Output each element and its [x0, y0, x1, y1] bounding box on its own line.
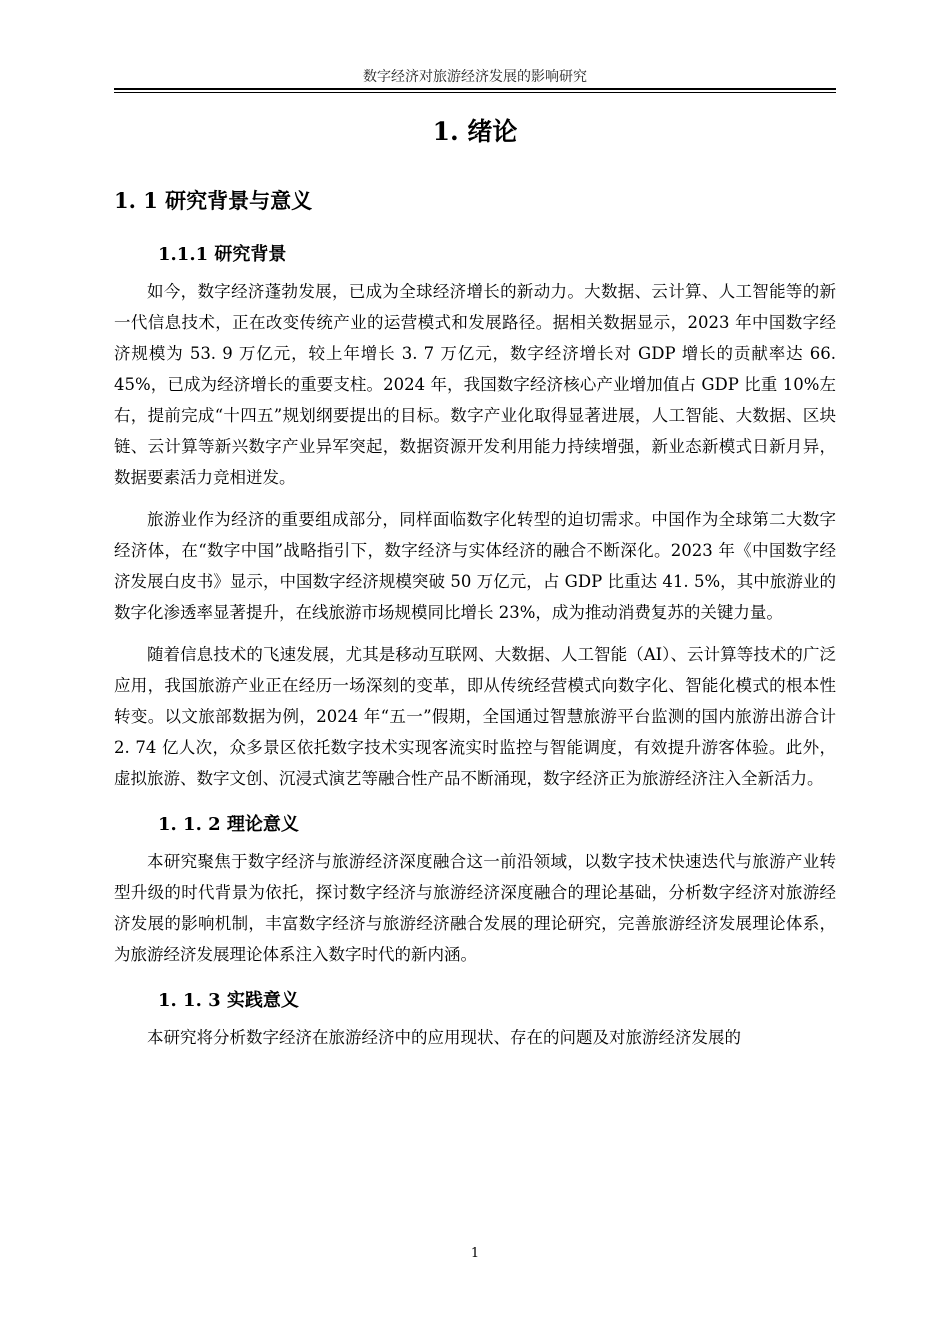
header-rule-thick: [114, 88, 836, 90]
paragraph-theoretical-significance: 本研究聚焦于数字经济与旅游经济深度融合这一前沿领域，以数字技术快速迭代与旅游产业转型升级的时代背景为依托，探讨数字经济与旅游经济深度融合的理论基础，分析数字经济对旅游经济发展的影响机制，丰富数字经济与旅游经济融合发展的理论研究，完善旅游经济发展理论体系，为旅游经济发展理论体系注入数字时代的新内涵。: [114, 852, 836, 964]
paragraph-background-1: 如今，数字经济蓬勃发展，已成为全球经济增长的新动力。大数据、云计算、人工智能等的新一代信息技术，正在改变传统产业的运营模式和发展路径。据相关数据显示，2023 年中国数字经济规模为 53. 9 万亿元，较上年增长 3. 7 万亿元，数字经济增长对 GDP 增长的贡献率达 66. 45%，已成为经济增长的重要支柱。2024 年，我国数字经济核心产业增加值占 GDP 比重 10%左右，提前完成“十四五”规划纲要提出的目标。数字产业化取得显著进展，人工智能、大数据、区块链、云计算等新兴数字产业异军突起，数据资源开发利用能力持续增强，新业态新模式日新月异，数据要素活力竞相迸发。: [114, 282, 836, 487]
chapter-title: 1. 绪论: [432, 117, 518, 146]
subsection-heading-1-1-1: 1.1.1 研究背景: [158, 244, 287, 265]
page-number: 1: [470, 1246, 480, 1261]
subsection-heading-1-1-2: 1. 1. 2 理论意义: [158, 814, 299, 835]
subsection-heading-1-1-3: 1. 1. 3 实践意义: [158, 990, 299, 1011]
running-header: 数字经济对旅游经济发展的影响研究: [363, 69, 587, 85]
paragraph-background-3: 随着信息技术的飞速发展，尤其是移动互联网、大数据、人工智能（AI）、云计算等技术的广泛应用，我国旅游产业正在经历一场深刻的变革，即从传统经营模式向数字化、智能化模式的根本性转变。以文旅部数据为例，2024 年“五一”假期，全国通过智慧旅游平台监测的国内旅游出游合计 2. 74 亿人次，众多景区依托数字技术实现客流实时监控与智能调度，有效提升游客体验。此外，虚拟旅游、数字文创、沉浸式演艺等融合性产品不断涌现，数字经济正为旅游经济注入全新活力。: [114, 645, 836, 788]
paragraph-background-2: 旅游业作为经济的重要组成部分，同样面临数字化转型的迫切需求。中国作为全球第二大数字经济体，在“数字中国”战略指引下，数字经济与实体经济的融合不断深化。2023 年《中国数字经济发展白皮书》显示，中国数字经济规模突破 50 万亿元，占 GDP 比重达 41. 5%，其中旅游业的数字化渗透率显著提升，在线旅游市场规模同比增长 23%，成为推动消费复苏的关键力量。: [114, 510, 836, 622]
page-content: [114, 104, 836, 1053]
header-rule-thin: [114, 92, 836, 93]
paragraph-practical-significance: 本研究将分析数字经济在旅游经济中的应用现状、存在的问题及对旅游经济发展的: [147, 1028, 741, 1047]
section-heading-1-1: 1. 1 研究背景与意义: [114, 188, 313, 213]
